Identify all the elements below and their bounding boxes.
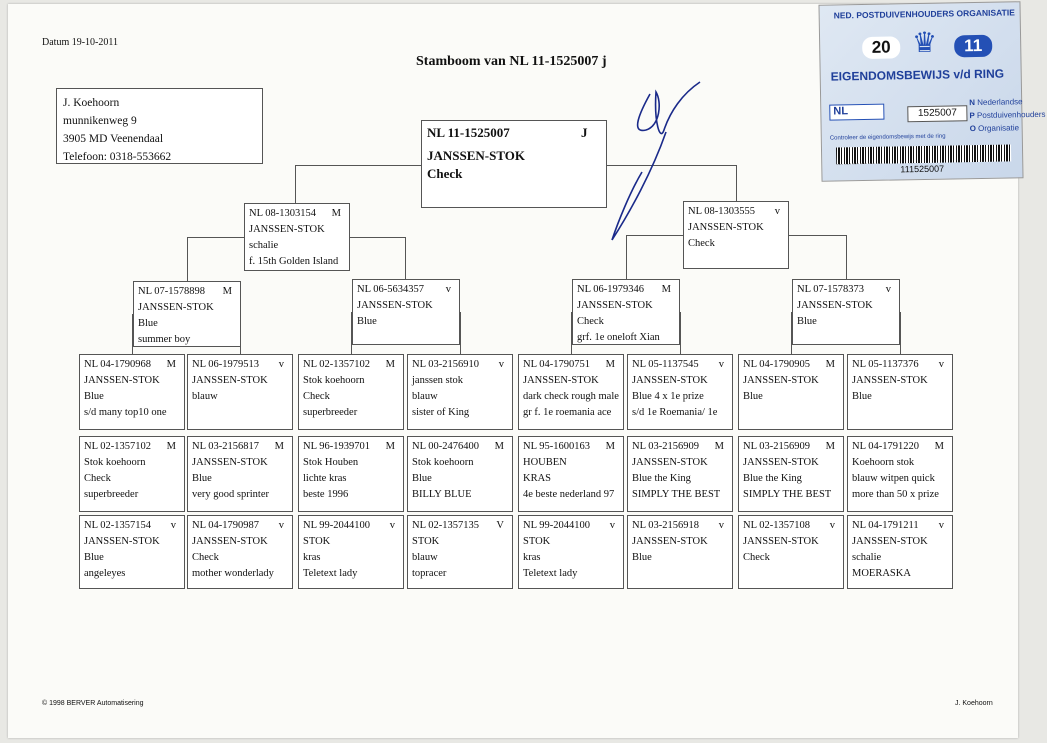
- pigeon-detail-line: kras: [303, 552, 321, 563]
- pigeon-box-e4: [407, 436, 513, 512]
- ring-number: NL 03-2156909: [743, 441, 810, 452]
- ring-number: NL 06-1979346: [577, 284, 644, 295]
- pigeon-detail-line: mother wonderlady: [192, 568, 274, 579]
- pigeon-detail-line: dark check rough male: [523, 391, 619, 402]
- pigeon-detail-line: JANSSEN-STOK: [138, 302, 214, 313]
- ring-number: NL 08-1303154: [249, 208, 316, 219]
- sex-marker: v: [718, 520, 724, 531]
- date-label: Datum 19-10-2011: [42, 37, 119, 48]
- ring-number: NL 00-2476400: [412, 441, 479, 452]
- ring-number: NL 96-1939701: [303, 441, 370, 452]
- pigeon-box-f3: [298, 515, 404, 589]
- pigeon-box-c3: [572, 279, 680, 345]
- sex-marker: v: [774, 206, 780, 217]
- pigeon-detail-line: Blue: [138, 318, 158, 329]
- pigeon-detail-line: HOUBEN: [523, 457, 567, 468]
- pigeon-detail-line: more than 50 x prize: [852, 489, 939, 500]
- pigeon-detail-line: STOK: [412, 536, 440, 547]
- owner-street: munnikenweg 9: [63, 115, 137, 127]
- ring-number: NL 07-1578373: [797, 284, 864, 295]
- ring-number: NL 95-1600163: [523, 441, 590, 452]
- pigeon-detail-line: beste 1996: [303, 489, 349, 500]
- connector-line: [846, 235, 847, 279]
- pigeon-detail-line: 4e beste nederland 97: [523, 489, 615, 500]
- pigeon-box-d6: [627, 354, 733, 430]
- ring-number: NL 05-1137376: [852, 359, 919, 370]
- sex-marker: M: [385, 441, 395, 452]
- pigeon-detail-line: Blue: [192, 473, 212, 484]
- owner-box: [56, 88, 263, 164]
- barcode-text: 111525007: [900, 163, 945, 175]
- ring-card-note: Controleer de eigendomsbewijs met de ring: [829, 133, 946, 142]
- pigeon-detail-line: JANSSEN-STOK: [743, 536, 819, 547]
- ring-number: NL 04-1791220: [852, 441, 919, 452]
- pigeon-detail-line: s/d many top10 one: [84, 407, 167, 418]
- pigeon-box-c1: [133, 281, 241, 347]
- sex-marker: M: [494, 441, 504, 452]
- sex-marker: M: [934, 441, 944, 452]
- pigeon-box-f1: [79, 515, 185, 589]
- pigeon-detail-line: JANSSEN-STOK: [192, 375, 268, 386]
- pigeon-detail-line: Check: [688, 238, 715, 249]
- pigeon-detail-line: blauw: [192, 391, 218, 402]
- ring-number: NL 04-1790968: [84, 359, 151, 370]
- pigeon-detail-line: Teletext lady: [303, 568, 358, 579]
- pigeon-box-c2: [352, 279, 460, 345]
- pigeon-detail-line: JANSSEN-STOK: [357, 300, 433, 311]
- pigeon-detail-line: JANSSEN-STOK: [84, 536, 160, 547]
- pigeon-detail-line: Koehoorn stok: [852, 457, 915, 468]
- pigeon-detail-line: JANSSEN-STOK: [797, 300, 873, 311]
- ring-number: NL 99-2044100: [303, 520, 370, 531]
- pigeon-detail-line: s/d 1e Roemania/ 1e: [632, 407, 718, 418]
- pigeon-detail-line: topracer: [412, 568, 447, 579]
- connector-line: [187, 237, 188, 281]
- connector-line: [295, 165, 421, 166]
- pigeon-detail-line: JANSSEN-STOK: [632, 375, 708, 386]
- pigeon-box-e1: [79, 436, 185, 512]
- pigeon-detail-line: f. 15th Golden Island: [249, 256, 339, 267]
- ring-number: NL 03-2156918: [632, 520, 699, 531]
- pigeon-box-b1: [244, 203, 350, 271]
- pigeon-box-e7: [738, 436, 844, 512]
- owner-phone: Telefoon: 0318-553662: [63, 151, 172, 163]
- pigeon-detail-line: Blue: [743, 391, 763, 402]
- pigeon-detail-line: Check: [192, 552, 219, 563]
- subject-color: Check: [427, 166, 463, 181]
- ring-number: NL 06-1979513: [192, 359, 259, 370]
- ring-card-country: NL: [829, 104, 884, 121]
- pigeon-box-f8: [847, 515, 953, 589]
- pigeon-detail-line: blauw: [412, 552, 438, 563]
- pigeon-detail-line: Stok koehoorn: [303, 375, 365, 386]
- pigeon-detail-line: summer boy: [138, 334, 191, 345]
- connector-line: [295, 165, 296, 203]
- sex-marker: v: [885, 284, 891, 295]
- pigeon-detail-line: Blue 4 x 1e prize: [632, 391, 704, 402]
- connector-line: [460, 312, 461, 354]
- connector-line: [350, 237, 405, 238]
- sex-marker: M: [385, 359, 395, 370]
- sex-marker: v: [938, 520, 944, 531]
- pigeon-detail-line: KRAS: [523, 473, 552, 484]
- pigeon-detail-line: Blue: [357, 316, 377, 327]
- sex-marker: v: [938, 359, 944, 370]
- pigeon-box-e5: [518, 436, 624, 512]
- ring-number: NL 06-5634357: [357, 284, 424, 295]
- pigeon-detail-line: superbreeder: [303, 407, 358, 418]
- pigeon-detail-line: angeleyes: [84, 568, 126, 579]
- ring-card-title: EIGENDOMSBEWIJS v/d RING: [830, 66, 1005, 84]
- pigeon-detail-line: JANSSEN-STOK: [852, 536, 928, 547]
- pigeon-detail-line: Blue: [632, 552, 652, 563]
- pigeon-detail-line: Blue: [852, 391, 872, 402]
- pigeon-detail-line: grf. 1e oneloft Xian: [577, 332, 660, 343]
- pigeon-detail-line: MOERASKA: [852, 568, 911, 579]
- footer-owner: J. Koehoorn: [955, 700, 993, 707]
- pigeon-detail-line: blauw witpen quick: [852, 473, 935, 484]
- pigeon-detail-line: SIMPLY THE BEST: [743, 489, 832, 500]
- sex-marker: M: [222, 286, 232, 297]
- pigeon-detail-line: Blue: [84, 552, 104, 563]
- pigeon-detail-line: JANSSEN-STOK: [743, 375, 819, 386]
- pigeon-detail-line: kras: [523, 552, 541, 563]
- subject-strain: JANSSEN-STOK: [427, 148, 526, 163]
- sex-marker: M: [605, 441, 615, 452]
- pigeon-detail-line: Blue: [797, 316, 817, 327]
- pigeon-detail-line: schalie: [249, 240, 279, 251]
- pigeon-detail-line: Stok Houben: [303, 457, 359, 468]
- pigeon-box-d1: [79, 354, 185, 430]
- pigeon-detail-line: Teletext lady: [523, 568, 578, 579]
- sex-marker: v: [829, 520, 835, 531]
- sex-marker: M: [166, 359, 176, 370]
- sex-marker: v: [498, 359, 504, 370]
- ring-card-org: NED. POSTDUIVENHOUDERS ORGANISATIE: [833, 7, 1015, 21]
- pigeon-box-f2: [187, 515, 293, 589]
- sex-marker: M: [331, 208, 341, 219]
- pigeon-detail-line: Blue: [84, 391, 104, 402]
- pigeon-detail-line: Blue the King: [632, 473, 691, 484]
- pigeon-detail-line: lichte kras: [303, 473, 347, 484]
- connector-line: [405, 237, 406, 279]
- pigeon-detail-line: JANSSEN-STOK: [632, 457, 708, 468]
- pigeon-detail-line: JANSSEN-STOK: [743, 457, 819, 468]
- subject-sex: J: [581, 125, 588, 140]
- pigeon-detail-line: Check: [577, 316, 604, 327]
- pigeon-box-d8: [847, 354, 953, 430]
- pigeon-detail-line: Blue: [412, 473, 432, 484]
- pigeon-box-d2: [187, 354, 293, 430]
- connector-line: [680, 312, 681, 354]
- ring-number: NL 04-1790905: [743, 359, 810, 370]
- owner-name: J. Koehoorn: [63, 97, 120, 109]
- ring-number: NL 02-1357135: [412, 520, 479, 531]
- pigeon-detail-line: JANSSEN-STOK: [852, 375, 928, 386]
- pigeon-detail-line: JANSSEN-STOK: [632, 536, 708, 547]
- ring-number: NL 02-1357102: [84, 441, 151, 452]
- sex-marker: v: [609, 520, 615, 531]
- pigeon-detail-line: Check: [303, 391, 330, 402]
- pigeon-box-f4: [407, 515, 513, 589]
- pigeon-detail-line: janssen stok: [412, 375, 464, 386]
- pigeon-detail-line: superbreeder: [84, 489, 139, 500]
- pigeon-box-e2: [187, 436, 293, 512]
- pigeon-box-c4: [792, 279, 900, 345]
- ring-number: NL 04-1790987: [192, 520, 259, 531]
- pigeon-detail-line: very good sprinter: [192, 489, 269, 500]
- sex-marker: M: [166, 441, 176, 452]
- owner-city: 3905 MD Veenendaal: [63, 133, 164, 145]
- pigeon-detail-line: Check: [743, 552, 770, 563]
- subject-ring: NL 11-1525007: [427, 125, 510, 140]
- sex-marker: v: [718, 359, 724, 370]
- connector-line: [736, 165, 737, 201]
- pigeon-box-d4: [407, 354, 513, 430]
- pigeon-detail-line: BILLY BLUE: [412, 489, 472, 500]
- pigeon-box-f5: [518, 515, 624, 589]
- pigeon-detail-line: Check: [84, 473, 111, 484]
- pigeon-detail-line: JANSSEN-STOK: [249, 224, 325, 235]
- ring-number: NL 03-2156909: [632, 441, 699, 452]
- pigeon-detail-line: Stok koehoorn: [412, 457, 474, 468]
- ring-number: NL 08-1303555: [688, 206, 755, 217]
- ring-number: NL 02-1357108: [743, 520, 810, 531]
- pigeon-box-e8: [847, 436, 953, 512]
- pigeon-detail-line: schalie: [852, 552, 882, 563]
- barcode: [836, 144, 1011, 164]
- sex-marker: M: [274, 441, 284, 452]
- pigeon-detail-line: Blue the King: [743, 473, 802, 484]
- signature: [590, 72, 720, 252]
- npo-p: P Postduivenhouders: [969, 109, 1046, 121]
- sex-marker: M: [714, 441, 724, 452]
- pigeon-detail-line: STOK: [303, 536, 331, 547]
- ring-number: NL 02-1357102: [303, 359, 370, 370]
- ring-number: NL 04-1791211: [852, 520, 919, 531]
- pigeon-detail-line: JANSSEN-STOK: [577, 300, 653, 311]
- ring-number: NL 03-2156817: [192, 441, 259, 452]
- pigeon-detail-line: blauw: [412, 391, 438, 402]
- ring-number: NL 05-1137545: [632, 359, 699, 370]
- copyright: © 1998 BERVER Automatisering: [42, 700, 144, 707]
- connector-line: [187, 237, 244, 238]
- sex-marker: v: [170, 520, 176, 531]
- ring-card-year-right: 11: [954, 35, 992, 58]
- sex-marker: v: [278, 359, 284, 370]
- pigeon-box-f7: [738, 515, 844, 589]
- pigeon-box-d7: [738, 354, 844, 430]
- connector-line: [789, 235, 846, 236]
- ring-number: NL 07-1578898: [138, 286, 205, 297]
- sex-marker: v: [389, 520, 395, 531]
- page-title: Stamboom van NL 11-1525007 j: [416, 54, 607, 69]
- pigeon-box-e6: [627, 436, 733, 512]
- ring-number: NL 02-1357154: [84, 520, 151, 531]
- pigeon-detail-line: Stok koehoorn: [84, 457, 146, 468]
- pigeon-detail-line: STOK: [523, 536, 551, 547]
- pigeon-box-d5: [518, 354, 624, 430]
- pigeon-detail-line: JANSSEN-STOK: [192, 457, 268, 468]
- pigeon-detail-line: SIMPLY THE BEST: [632, 489, 721, 500]
- npo-o: O Organisatie: [969, 123, 1020, 134]
- ring-number: NL 03-2156910: [412, 359, 479, 370]
- ring-card-year-left: 20: [862, 36, 900, 59]
- pigeon-box-e3: [298, 436, 404, 512]
- pigeon-detail-line: JANSSEN-STOK: [84, 375, 160, 386]
- sex-marker: M: [605, 359, 615, 370]
- sex-marker: V: [496, 520, 504, 531]
- pigeon-detail-line: JANSSEN-STOK: [523, 375, 599, 386]
- pigeon-box-d3: [298, 354, 404, 430]
- sex-marker: v: [278, 520, 284, 531]
- sex-marker: M: [661, 284, 671, 295]
- ring-number: NL 04-1790751: [523, 359, 590, 370]
- pigeon-detail-line: JANSSEN-STOK: [192, 536, 268, 547]
- sex-marker: v: [445, 284, 451, 295]
- sex-marker: M: [825, 441, 835, 452]
- sex-marker: M: [825, 359, 835, 370]
- npo-n: N Nederlandse: [969, 97, 1023, 108]
- pigeon-box-f6: [627, 515, 733, 589]
- pigeon-detail-line: JANSSEN-STOK: [688, 222, 764, 233]
- subject-box: [421, 120, 607, 208]
- ring-ownership-card: [818, 1, 1046, 181]
- connector-line: [900, 312, 901, 354]
- ring-card-number: 1525007: [907, 105, 967, 122]
- lion-emblem-icon: ♛: [911, 26, 938, 59]
- pigeon-detail-line: gr f. 1e roemania ace: [523, 407, 612, 418]
- ring-number: NL 99-2044100: [523, 520, 590, 531]
- pigeon-detail-line: sister of King: [412, 407, 470, 418]
